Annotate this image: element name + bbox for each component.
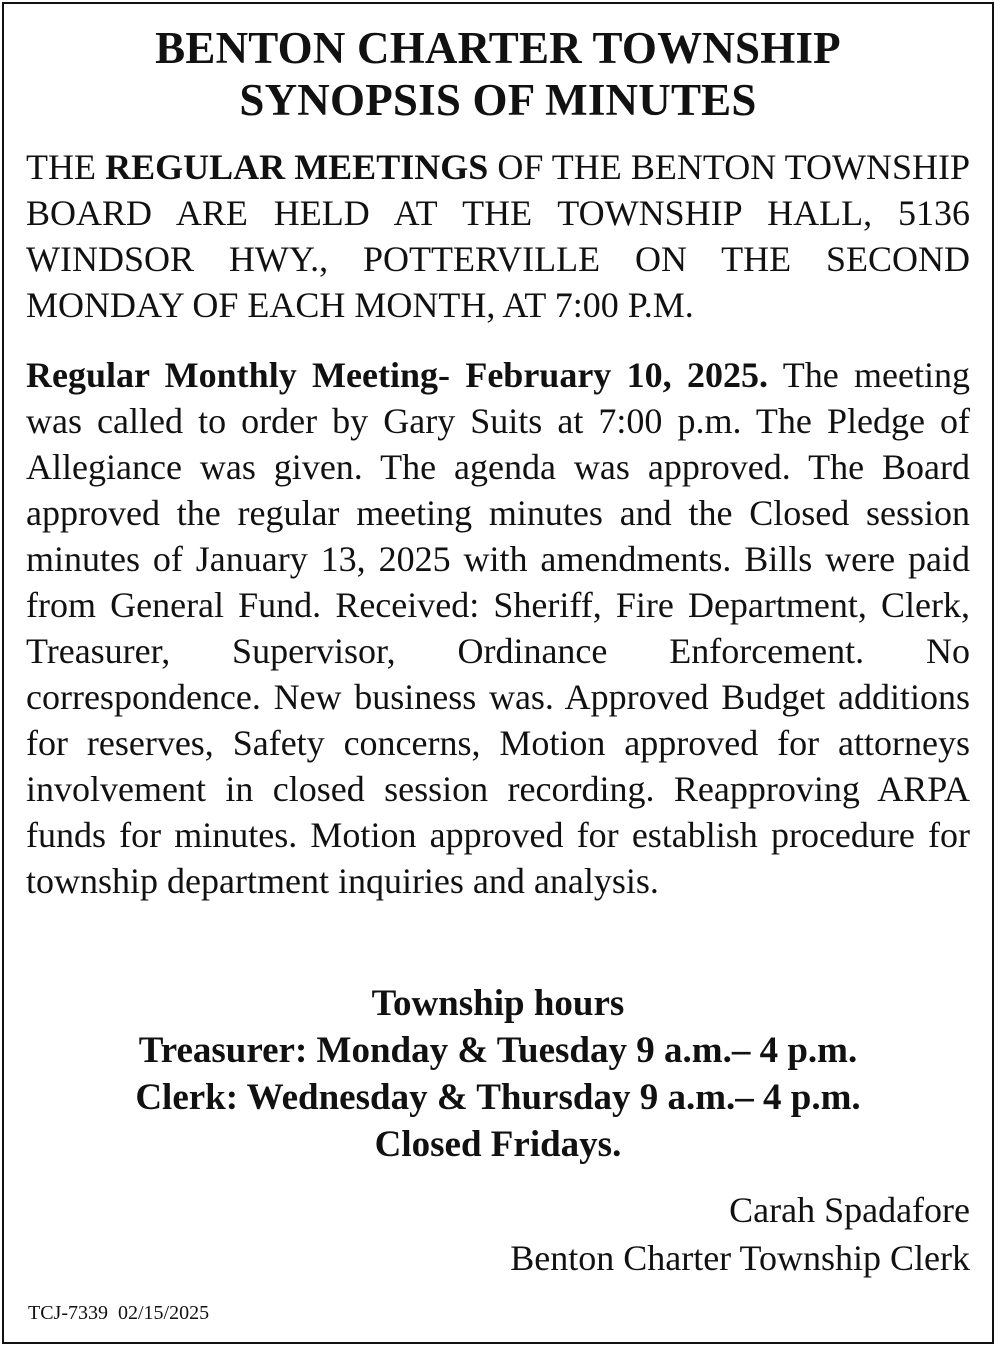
meeting-schedule-paragraph: [26, 144, 970, 328]
title-line-1: BENTON CHARTER TOWNSHIP: [155, 23, 841, 73]
minutes-body: The meeting was called to order by Gary Suits at 7:00 p.m. The Pledge of Allegiance was given. The agenda was approved. The Board approved the regular meeting minutes and the Closed session minutes of January 13, 2025 with amendments. Bills were paid from General Fund. Received: Sheriff, Fire Department, Clerk, Treasurer, Supervisor, Ordinance Enforcement. No correspondence. New business was. Approved Budget additions for reserves, Safety concerns, Motion approved for attorneys involvement in closed session recording. Reapproving ARPA funds for minutes. Motion approved for establish procedure for township department inquiries and analysis.: [26, 355, 971, 901]
township-hours: [4, 980, 992, 1168]
notice-title: [4, 22, 992, 126]
intro-prefix: THE: [26, 147, 106, 187]
signer-title: Benton Charter Township Clerk: [510, 1238, 970, 1278]
legal-notice: [2, 2, 994, 1344]
intro-emphasis: REGULAR MEETINGS: [105, 147, 489, 187]
hours-clerk: Clerk: Wednesday & Thursday 9 a.m.– 4 p.m.: [135, 1077, 861, 1118]
minutes-paragraph: [26, 352, 970, 904]
hours-title: Township hours: [371, 983, 625, 1024]
title-line-2: SYNOPSIS OF MINUTES: [239, 75, 757, 125]
hours-closed: Closed Fridays.: [374, 1124, 622, 1165]
minutes-heading: Regular Monthly Meeting- February 10, 2025.: [26, 355, 769, 395]
publication-code: TCJ-7339 02/15/2025: [28, 1302, 210, 1324]
intro-rest: OF THE BENTON TOWNSHIP BOARD ARE HELD AT THE TOWNSHIP HALL, 5136 WINDSOR HWY., POTTERVILLE ON THE SECOND MONDAY OF EACH MONTH, AT 7:00 P.M.: [26, 147, 970, 325]
signer-name: Carah Spadafore: [729, 1190, 970, 1230]
hours-treasurer: Treasurer: Monday & Tuesday 9 a.m.– 4 p.m.: [138, 1030, 858, 1071]
signature-block: [510, 1186, 970, 1282]
